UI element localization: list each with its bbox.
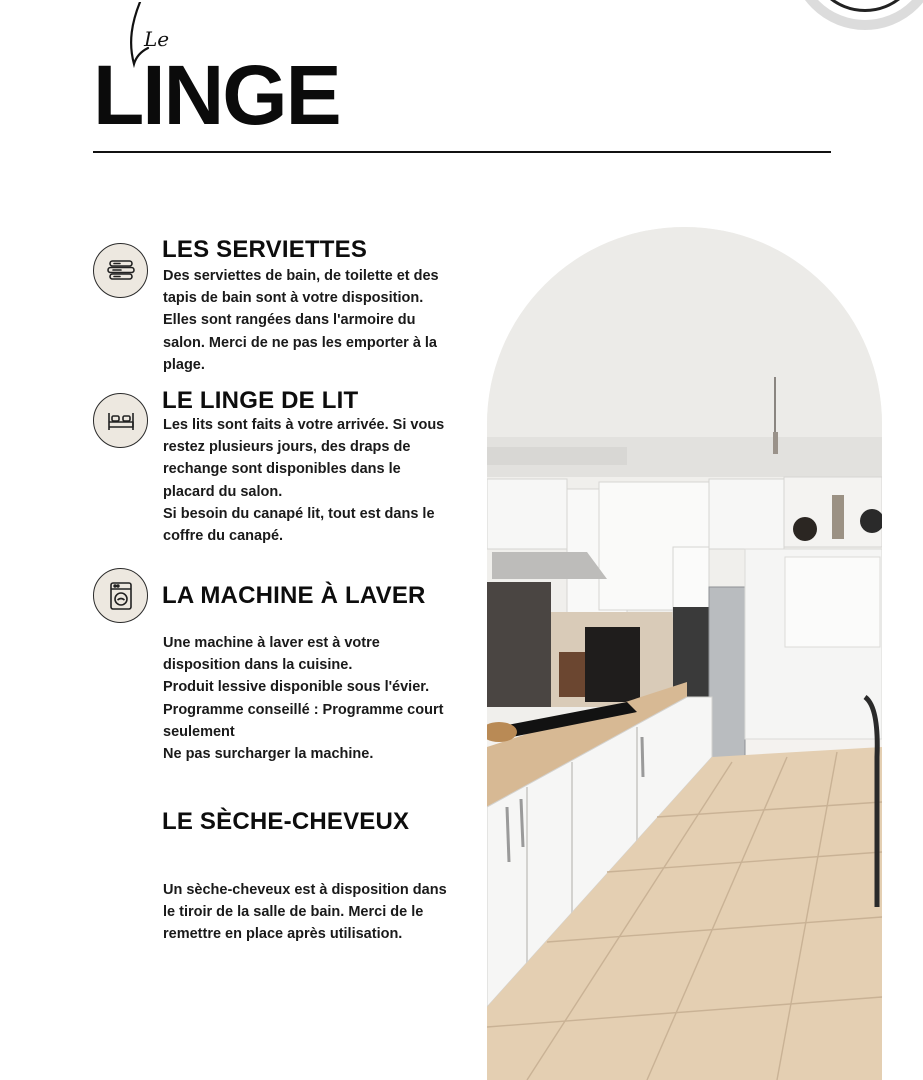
body-line: rechange sont disponibles dans le <box>163 461 401 478</box>
corner-decoration <box>790 0 923 30</box>
body-line: salon. Merci de ne pas les emporter à la <box>163 334 437 351</box>
section-body-serviettes <box>163 265 473 376</box>
body-line: le tiroir de la salle de bain. Merci de le <box>163 904 424 921</box>
page-title: LINGE <box>93 48 340 142</box>
body-line: Une machine à laver est à votre <box>163 635 380 651</box>
section-title-serviettes: LES SERVIETTES <box>162 236 368 263</box>
section-title-linge-de-lit: LE LINGE DE LIT <box>162 387 359 414</box>
section-body-linge-de-lit <box>163 414 473 547</box>
body-line: Un sèche-cheveux est à disposition dans <box>163 882 447 898</box>
body-line: disposition dans la cuisine. <box>163 657 353 674</box>
kitchen-photo <box>487 227 882 1080</box>
section-body-seche-cheveux <box>163 879 473 946</box>
body-line: placard du salon. <box>163 483 283 500</box>
body-line: plage. <box>163 356 205 373</box>
section-title-machine: LA MACHINE À LAVER <box>162 582 426 609</box>
body-line: Des serviettes de bain, de toilette et des <box>163 268 439 284</box>
bed-icon <box>93 393 148 448</box>
section-title-seche-cheveux: LE SÈCHE-CHEVEUX <box>162 808 410 835</box>
body-line: Si besoin du canapé lit, tout est dans le <box>163 505 435 522</box>
body-line: restez plusieurs jours, des draps de <box>163 439 411 456</box>
body-line: Elles sont rangées dans l'armoire du <box>163 312 416 329</box>
body-line: tapis de bain sont à votre disposition. <box>163 290 424 307</box>
body-line: Ne pas surcharger la machine. <box>163 746 374 763</box>
body-line: Produit lessive disponible sous l'évier. <box>163 679 430 696</box>
script-le-text: Le <box>144 27 170 51</box>
body-line: coffre du canapé. <box>163 528 284 545</box>
washing-machine-icon <box>93 568 148 623</box>
title-divider <box>93 151 831 153</box>
body-line: Les lits sont faits à votre arrivée. Si vous <box>163 417 445 433</box>
body-line: remettre en place après utilisation. <box>163 926 403 943</box>
towels-icon <box>93 243 148 298</box>
section-body-machine <box>163 632 473 765</box>
body-line: Programme conseillé : Programme court <box>163 701 444 718</box>
body-line: seulement <box>163 723 235 740</box>
